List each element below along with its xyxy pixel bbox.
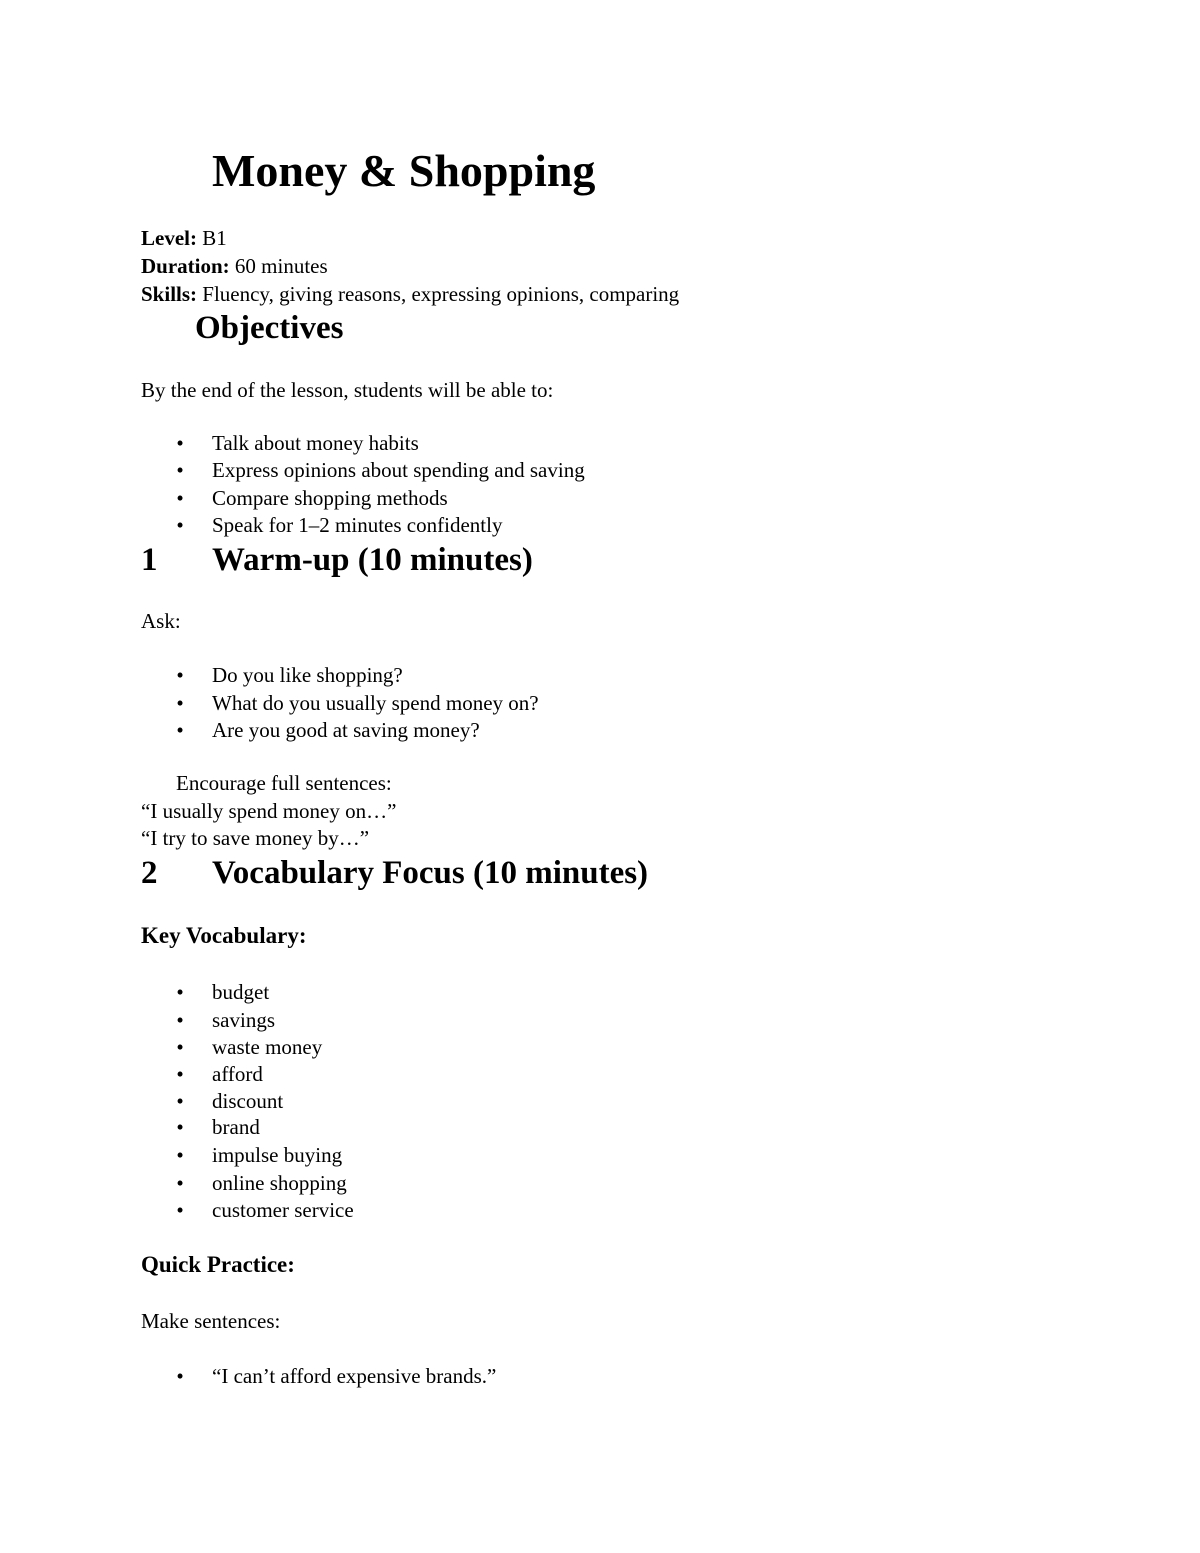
warmup-question: Do you like shopping? <box>212 663 403 687</box>
vocab-heading <box>141 853 648 893</box>
objective-item: Talk about money habits <box>212 431 419 455</box>
objective-item: Express opinions about spending and saving <box>212 458 585 482</box>
bullet-icon: • <box>176 718 184 742</box>
duration-label: Duration: <box>141 254 230 278</box>
bullet-icon: • <box>176 486 184 510</box>
vocab-item: impulse buying <box>212 1143 343 1167</box>
level-line <box>141 224 227 252</box>
vocab-item: afford <box>212 1062 263 1086</box>
vocab-item: discount <box>212 1089 284 1113</box>
bullet-icon: • <box>176 1143 184 1167</box>
bullet-icon: • <box>176 663 184 687</box>
duration-line <box>141 252 328 280</box>
objective-item: Compare shopping methods <box>212 486 448 510</box>
warmup-question: Are you good at saving money? <box>212 718 480 742</box>
vocab-item: brand <box>212 1115 260 1139</box>
warmup-example: “I try to save money by…” <box>141 826 370 850</box>
warmup-question: What do you usually spend money on? <box>212 691 539 715</box>
skills-value: Fluency, giving reasons, expressing opinions, comparing <box>197 282 680 306</box>
bullet-icon: • <box>176 1089 184 1113</box>
section-number: 1 <box>141 542 158 578</box>
key-vocab-label: Key Vocabulary: <box>141 923 307 948</box>
quick-practice-label: Quick Practice: <box>141 1252 295 1277</box>
bullet-icon: • <box>176 1008 184 1032</box>
bullet-icon: • <box>176 1364 184 1388</box>
bullet-icon: • <box>176 431 184 455</box>
bullet-icon: • <box>176 1198 184 1222</box>
page-title: Money & Shopping <box>212 145 596 196</box>
vocab-item: savings <box>212 1008 275 1032</box>
practice-item: “I can’t afford expensive brands.” <box>212 1364 497 1388</box>
objectives-heading: Objectives <box>195 310 344 346</box>
bullet-icon: • <box>176 980 184 1004</box>
bullet-icon: • <box>176 691 184 715</box>
level-label: Level: <box>141 226 197 250</box>
vocab-item: online shopping <box>212 1171 347 1195</box>
bullet-icon: • <box>176 513 184 537</box>
section-number: 2 <box>141 855 158 891</box>
warmup-heading <box>141 540 533 580</box>
warmup-example: “I usually spend money on…” <box>141 799 397 823</box>
bullet-icon: • <box>176 1035 184 1059</box>
bullet-icon: • <box>176 1062 184 1086</box>
warmup-encourage: Encourage full sentences: <box>176 771 392 795</box>
skills-label: Skills: <box>141 282 198 306</box>
duration-value: 60 minutes <box>229 254 328 278</box>
objectives-intro: By the end of the lesson, students will be able to: <box>141 378 554 402</box>
bullet-icon: • <box>176 458 184 482</box>
vocab-item: waste money <box>212 1035 323 1059</box>
section-title: Vocabulary Focus (10 minutes) <box>212 855 649 891</box>
vocab-item: budget <box>212 980 270 1004</box>
skills-line <box>141 280 679 308</box>
bullet-icon: • <box>176 1171 184 1195</box>
section-title: Warm-up (10 minutes) <box>212 542 533 578</box>
level-value: B1 <box>196 226 227 250</box>
vocab-item: customer service <box>212 1198 354 1222</box>
practice-intro: Make sentences: <box>141 1309 281 1333</box>
objective-item: Speak for 1–2 minutes confidently <box>212 513 503 537</box>
warmup-ask: Ask: <box>141 609 181 633</box>
bullet-icon: • <box>176 1115 184 1139</box>
